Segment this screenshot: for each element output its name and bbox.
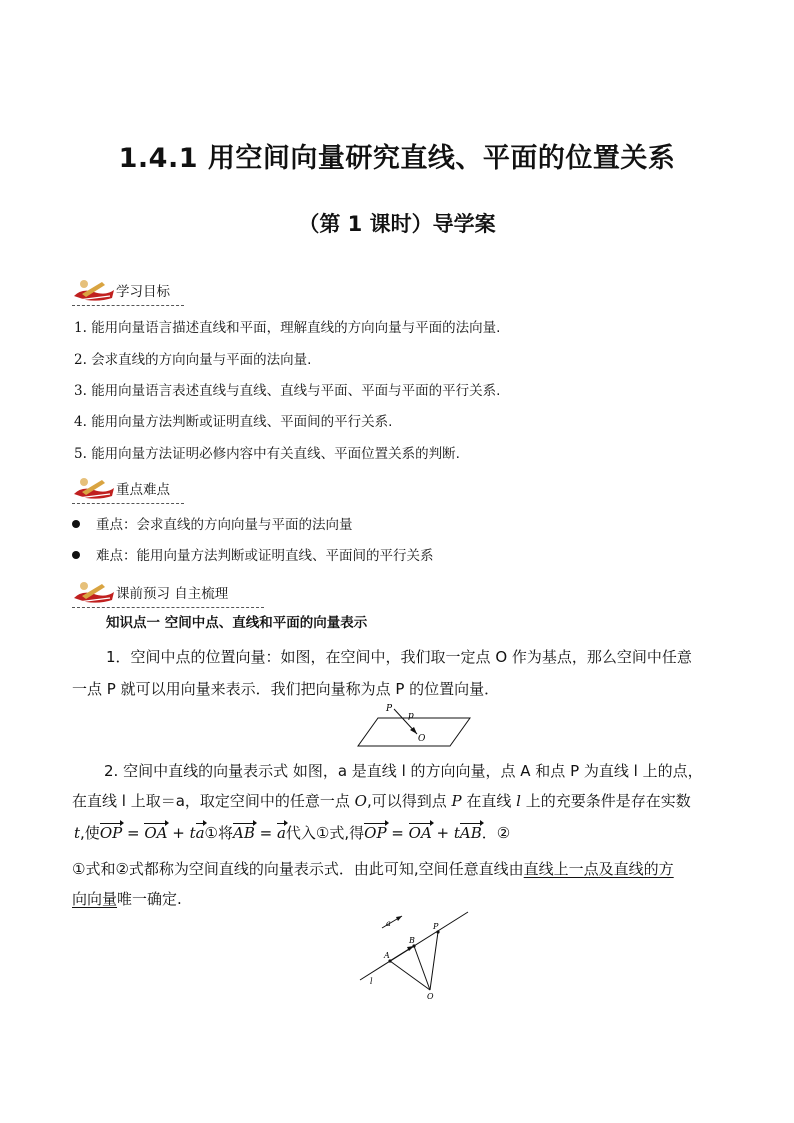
- bullet-icon: [72, 551, 80, 559]
- paragraph-line: 向向量唯一确定.: [72, 890, 182, 908]
- objective-item: 1. 能用向量语言描述直线和平面，理解直线的方向向量与平面的法向量.: [74, 320, 501, 336]
- pen-logo-icon: [72, 276, 116, 304]
- section-label: 学习目标: [116, 284, 170, 300]
- page-subtitle: （第 1 课时）导学案: [298, 212, 496, 236]
- equation-line: t,使OP = OA + ta①将AB = a代入①式,得OP = OA + tAB．②: [74, 824, 511, 842]
- objective-item: 5. 能用向量方法证明必修内容中有关直线、平面位置关系的判断.: [74, 446, 460, 462]
- pen-logo-icon: [72, 474, 116, 502]
- segment-OA: [390, 961, 430, 990]
- section-underline: [72, 305, 184, 306]
- pen-logo-icon: [72, 578, 116, 606]
- paragraph-line: ①式和②式都称为空间直线的向量表示式．由此可知,空间任意直线由直线上一点及直线的方: [72, 860, 674, 878]
- section-underline: [72, 607, 264, 608]
- knowledge-point-heading: 知识点一 空间中点、直线和平面的向量表示: [106, 615, 368, 631]
- objective-item: 4. 能用向量方法判断或证明直线、平面间的平行关系.: [74, 414, 393, 430]
- label-B: B: [409, 936, 415, 945]
- section-header-objectives: [72, 276, 184, 306]
- line-vector-figure: [352, 908, 472, 1000]
- segment-OP: [430, 932, 438, 990]
- paragraph-line: 2. 空间中直线的向量表示式 如图，a 是直线 l 的方向向量，点 A 和点 P 为直线 l 上的点，: [104, 762, 703, 780]
- bullet-icon: [72, 520, 80, 528]
- label-O: O: [418, 734, 426, 744]
- label-p: p: [408, 711, 414, 721]
- section-header-preview: [72, 578, 264, 608]
- objective-item: 2. 会求直线的方向向量与平面的法向量.: [74, 352, 312, 368]
- section-header-key-points: [72, 474, 184, 504]
- label-l: l: [370, 977, 373, 986]
- section-label: 重点难点: [116, 482, 170, 498]
- paragraph-line: 1．空间中点的位置向量：如图，在空间中，我们取一定点 O 作为基点，那么空间中任意: [106, 648, 692, 666]
- paragraph-line: 在直线 l 上取＝a，取定空间中的任意一点 O,可以得到点 P 在直线 l 上的充要条件是存在实数: [72, 792, 691, 810]
- label-P: P: [386, 704, 393, 714]
- arrow-head-icon: [396, 916, 402, 921]
- segment-OB: [414, 946, 430, 990]
- key-point-item: 重点：会求直线的方向向量与平面的法向量: [72, 513, 353, 533]
- key-point-item: 难点：能用向量方法判断或证明直线、平面间的平行关系: [72, 544, 434, 564]
- paragraph-line: 一点 P 就可以用向量来表示．我们把向量称为点 P 的位置向量．: [72, 680, 500, 698]
- label-O: O: [427, 992, 434, 1000]
- label-P: P: [433, 922, 439, 931]
- label-a: a: [386, 919, 391, 928]
- label-A: A: [384, 951, 390, 960]
- page-title: 1.4.1 用空间向量研究直线、平面的位置关系: [118, 143, 676, 174]
- position-vector-figure: [356, 700, 472, 748]
- objective-item: 3. 能用向量语言表述直线与直线、直线与平面、平面与平面的平行关系.: [74, 383, 501, 399]
- section-underline: [72, 503, 184, 504]
- section-label: 课前预习 自主梳理: [116, 586, 229, 602]
